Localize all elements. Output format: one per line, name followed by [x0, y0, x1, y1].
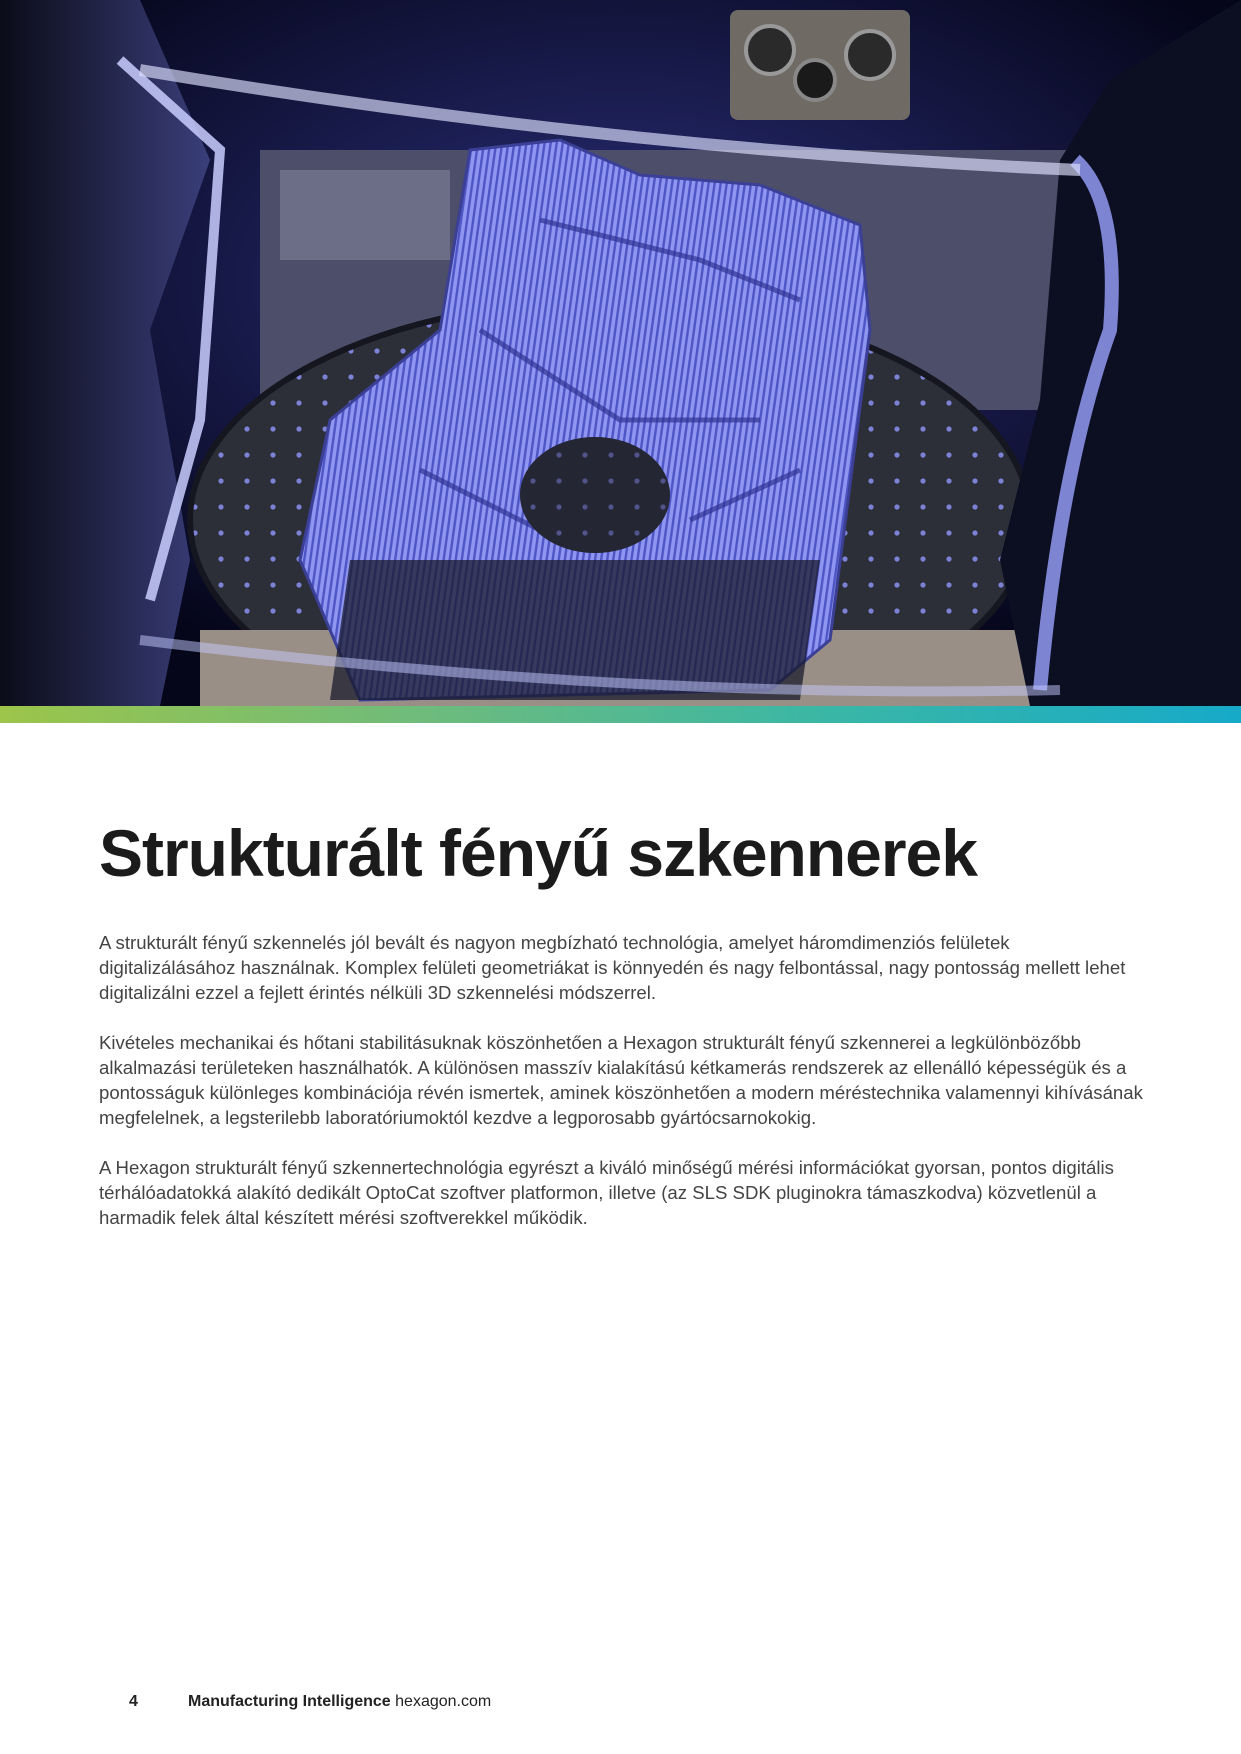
page-footer: [0, 1690, 1241, 1714]
brand-website[interactable]: hexagon.com: [395, 1693, 492, 1710]
hero-photo: [0, 0, 1241, 706]
body-text: [99, 930, 1149, 1255]
scanner-photo-illustration: [0, 0, 1241, 706]
paragraph: A strukturált fényű szkennelés jól bevált és nagyon megbízható technológia, amelyet háromdimenziós felületek digitalizálásához használnak. Komplex felületi geometriákat is könnyedén és nagy felbontással, nagy pontosság mellett lehet digitalizálni ezzel a fejlett érintés nélküli 3D szkennelési módszerrel.: [99, 932, 1126, 1003]
page-number: 4: [129, 1693, 138, 1710]
paragraph: Kivételes mechanikai és hőtani stabilitásuknak köszönhetően a Hexagon strukturált fényű szkennerei a legkülönbözőbb alkalmazási területeken használhatók. A különösen masszív kialakítású kétkamerás rendszerek az ellenálló képességük és a pontosságuk különleges kombinációja révén ismertek, aminek köszönhetően a modern méréstechnika valamennyi kihívásának megfelelnek, a legsterilebb laboratóriumoktól kezdve a legporosabb gyártócsarnokokig.: [99, 1032, 1143, 1128]
page-title: Strukturált fényű szkennerek: [99, 816, 977, 890]
brand-name: Manufacturing Intelligence: [188, 1693, 391, 1710]
paragraph: A Hexagon strukturált fényű szkennertechnológia egyrészt a kiváló minőségű mérési információkat gyorsan, pontos digitális térhálóadatokká alakító dedikált OptoCat szoftver platformon, illetve (az SLS SDK pluginokra támaszkodva) közvetlenül a harmadik felek által készített mérési szoftverekkel működik.: [99, 1157, 1114, 1228]
accent-gradient-bar: [0, 706, 1241, 723]
footer-brand: [188, 1690, 491, 1714]
